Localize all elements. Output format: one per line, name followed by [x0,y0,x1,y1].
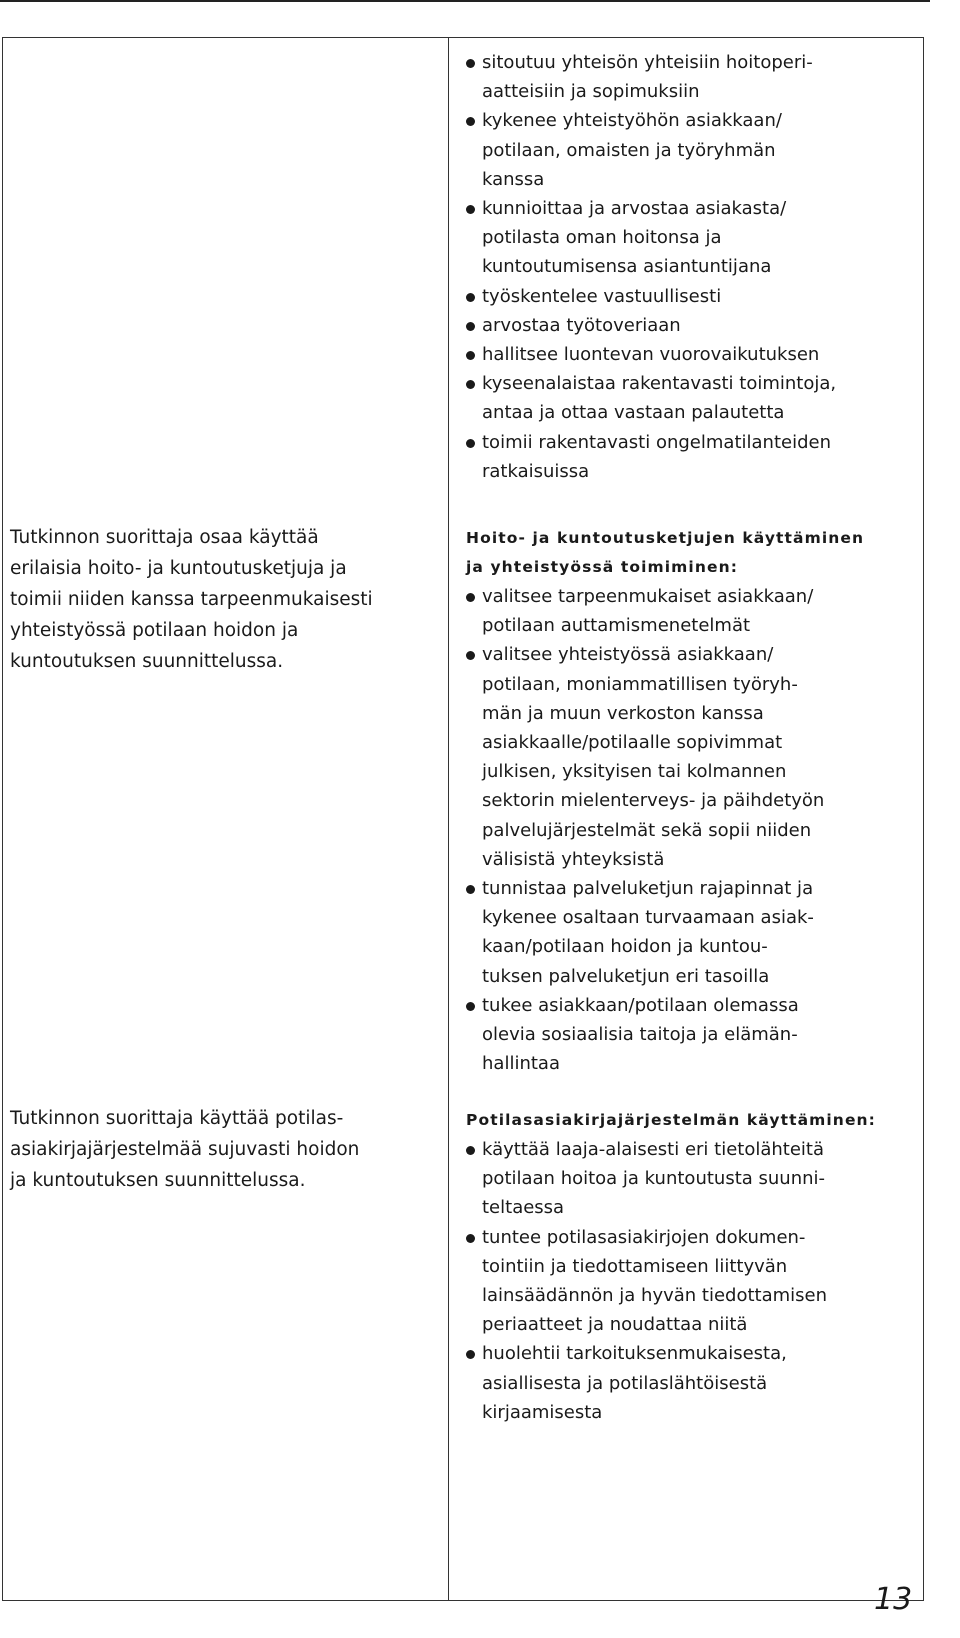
list-item [466,282,916,311]
bullet-icon [466,1002,475,1011]
row-2-criterion: Tutkinnon suorittaja osaa käyttää erilaisia hoito- ja kuntoutusketjuja ja toimii niiden kanssa tarpeenmukaisesti yhteistyössä potilaan hoidon ja kuntoutuksen suunnittelussa. [10,527,373,672]
list-item-text: valitsee yhteistyössä asiakkaan/ potilaan, moniammatillisen työryh- män ja muun verkoston kanssa asiakkaalle/potilaalle sopivimmat julkisen, yksityisen tai kolmannen sektorin mielenterveys- ja päihdetyön palvelujärjestelmät sekä sopii niiden välisistä yhteyksistä [482,644,825,870]
bullet-icon [466,205,475,214]
list-item-text: työskentelee vastuullisesti [482,285,722,307]
bullet-icon [466,439,475,448]
page-number: 13 [874,1582,913,1617]
list-item [466,991,916,1079]
list-item [466,582,916,640]
bullet-icon [466,651,475,660]
bullet-icon [466,885,475,894]
list-item [466,1135,916,1223]
list-item [466,48,916,106]
list-item-text: käyttää laaja-alaisesti eri tietolähteitä potilaan hoitoa ja kuntoutusta suunni- teltaessa [482,1139,826,1219]
list-item-text: toimii rakentavasti ongelmatilanteiden ratkaisuissa [482,431,831,482]
list-item-text: hallitsee luontevan vuorovaikutuksen [482,344,820,366]
bullet-icon [466,1350,475,1359]
list-item-text: tukee asiakkaan/potilaan olemassa olevia sosiaalisia taitoja ja elämän- hallintaa [482,994,799,1075]
section-heading: Hoito- ja kuntoutusketjujen käyttäminen ja yhteistyössä toimiminen: [466,529,865,576]
list-item-text: tuntee potilasasiakirjojen dokumen- tointiin ja tiedottamiseen liittyvän lainsäädännön ja hyvän tiedottamisen periaatteet ja noudattaa niitä [482,1226,828,1336]
list-item-text: arvostaa työtoveriaan [482,314,681,336]
row-3-right-cell [466,1106,916,1427]
bullet-list [466,1135,916,1427]
list-item-text: kyseenalaistaa rakentavasti toimintoja, antaa ja ottaa vastaan palautetta [482,373,837,424]
list-item [466,874,916,991]
top-rule [0,0,930,2]
bullet-icon [466,1234,475,1243]
bullet-list [466,582,916,1078]
bullet-icon [466,593,475,602]
column-divider [448,37,449,1601]
list-item-text: huolehtii tarkoituksenmukaisesta, asiallisesta ja potilaslähtöisestä kirjaamisesta [482,1343,787,1423]
list-item [466,640,916,874]
bullet-icon [466,1146,475,1155]
list-item-text: sitoutuu yhteisön yhteisiin hoitoperi- aatteisiin ja sopimuksiin [482,52,813,103]
list-item [466,428,916,486]
bullet-list [466,48,916,486]
list-item-text: kykenee yhteistyöhön asiakkaan/ potilaan, omaisten ja työryhmän kanssa [482,110,782,190]
list-item [466,369,916,427]
bullet-icon [466,293,475,302]
row-1-right-cell [466,48,916,486]
bullet-icon [466,117,475,126]
list-item-text: valitsee tarpeenmukaiset asiakkaan/ potilaan auttamismenetelmät [482,586,814,637]
bullet-icon [466,380,475,389]
list-item [466,1339,916,1427]
list-item [466,340,916,369]
list-item-text: tunnistaa palveluketjun rajapinnat ja kykenee osaltaan turvaamaan asiak- kaan/potilaan hoidon ja kuntou- tuksen palveluketjun eri tasoilla [482,878,814,987]
list-item [466,106,916,194]
section-heading: Potilasasiakirjajärjestelmän käyttäminen: [466,1111,876,1129]
row-2-right-cell [466,524,916,1078]
bullet-icon [466,351,475,360]
row-3-criterion: Tutkinnon suorittaja käyttää potilas- asiakirjajärjestelmää sujuvasti hoidon ja kuntoutuksen suunnittelussa. [10,1108,360,1191]
list-item [466,194,916,282]
list-item [466,1223,916,1340]
bullet-icon [466,59,475,68]
bullet-icon [466,322,475,331]
list-item-text: kunnioittaa ja arvostaa asiakasta/ potilasta oman hoitonsa ja kuntoutumisensa asiantuntijana [482,198,787,278]
list-item [466,311,916,340]
